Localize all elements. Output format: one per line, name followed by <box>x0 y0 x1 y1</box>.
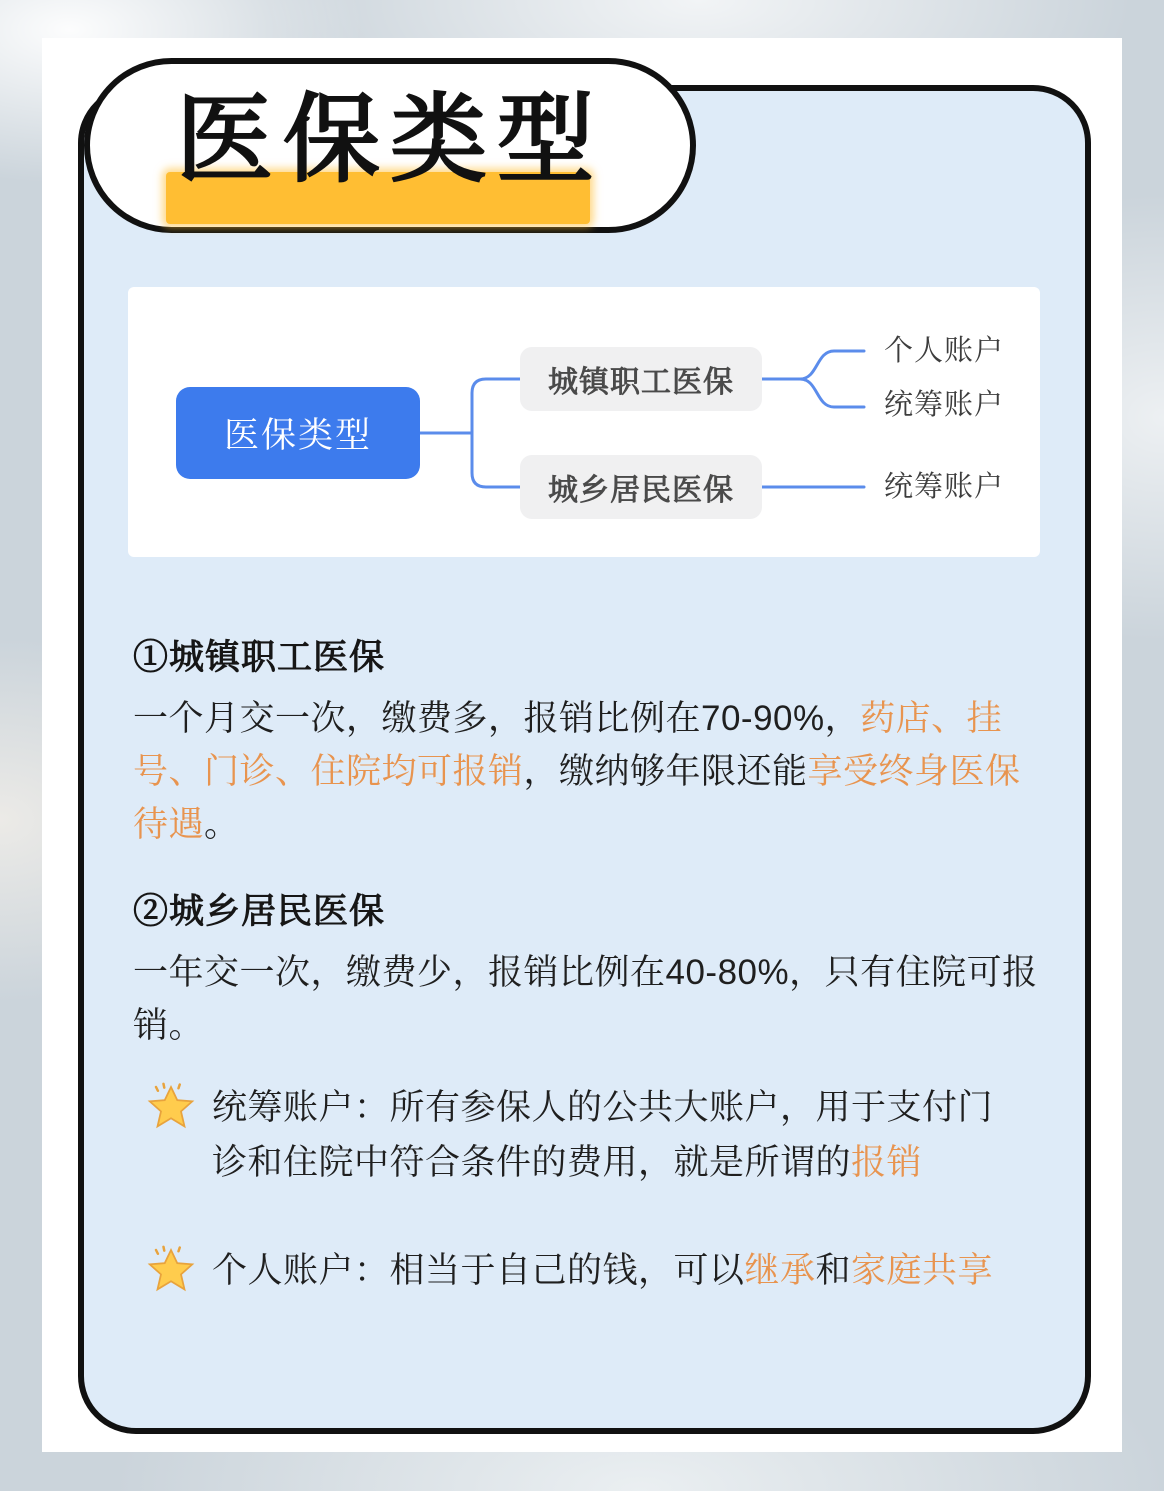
section-body-employee-insurance: 一个月交一次，缴费多，报销比例在70-90%，药店、挂号、门诊、住院均可报销，缴纳够年限还能享受终身医保待遇。 <box>133 699 1021 844</box>
mindmap-leaf-pooled-account-2: 统筹账户 <box>884 471 1005 503</box>
note-pooled-account-text: 统筹账户：所有参保人的公共大账户，用于支付门诊和住院中符合条件的费用，就是所谓的报销 <box>212 1088 994 1182</box>
title-bubble <box>84 58 696 233</box>
note-personal-account-text: 个人账户：相当于自己的钱，可以继承和家庭共享 <box>212 1251 994 1290</box>
page-title: 医保类型 <box>176 85 604 194</box>
section-body-resident-insurance: 一年交一次，缴费少，报销比例在40-80%，只有住院可报销。 <box>133 953 1038 1045</box>
mindmap-leaf-personal-account: 个人账户 <box>884 335 1005 367</box>
glowing-star-icon <box>146 1082 196 1132</box>
mindmap-branch-resident: 城乡居民医保 <box>520 455 762 519</box>
note-pooled-account <box>146 1080 1041 1190</box>
mindmap-root-node: 医保类型 <box>176 387 420 479</box>
mindmap-branch-employee: 城镇职工医保 <box>520 347 762 411</box>
section-heading-employee-insurance: ①城镇职工医保 <box>133 638 386 677</box>
note-personal-account <box>146 1243 1041 1298</box>
mindmap-leaf-pooled-account: 统筹账户 <box>884 389 1005 421</box>
section-heading-resident-insurance: ②城乡居民医保 <box>133 892 386 931</box>
glowing-star-icon <box>146 1245 196 1295</box>
mindmap-panel <box>128 287 1040 557</box>
